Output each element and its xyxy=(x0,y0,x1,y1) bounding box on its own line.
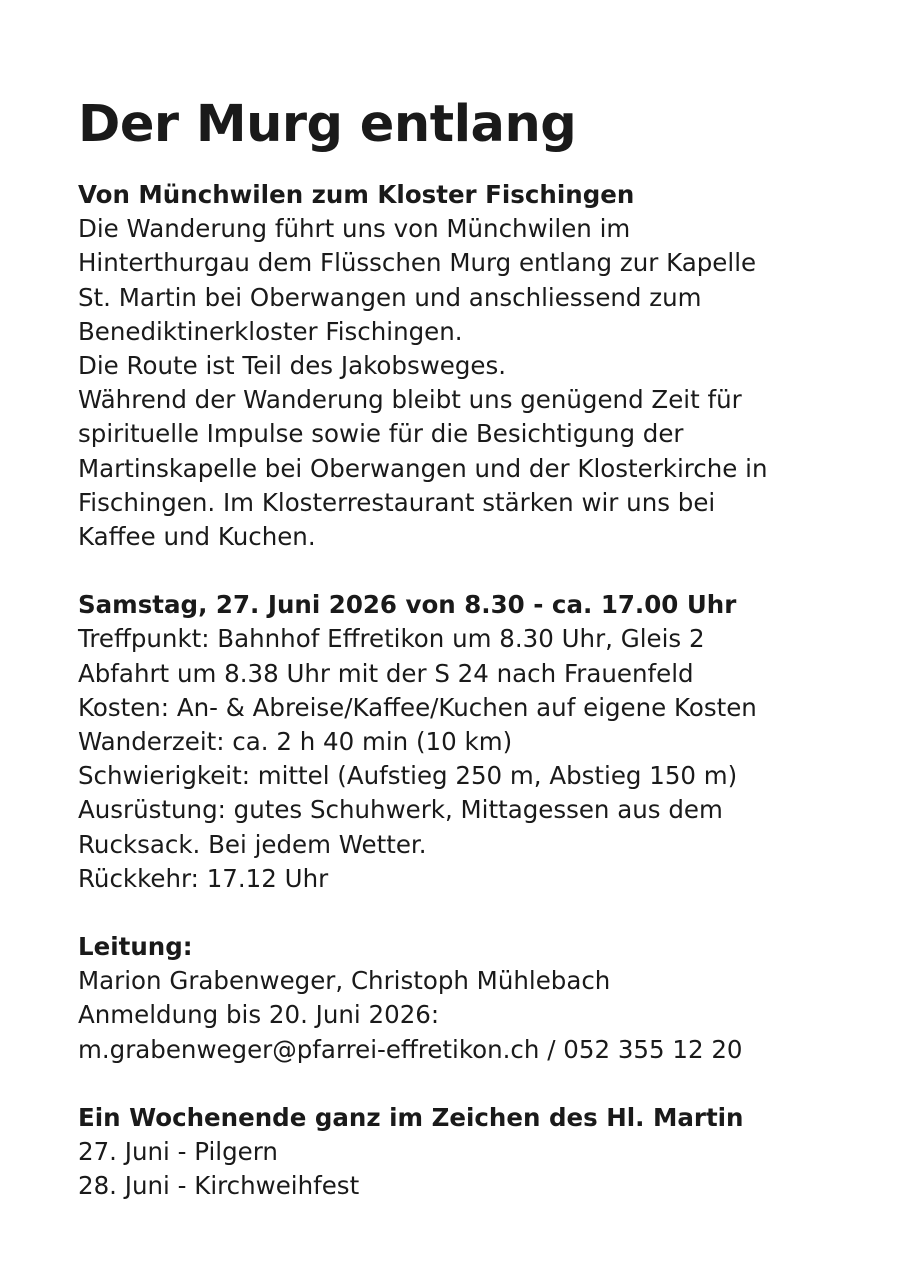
intro-line: spirituelle Impulse sowie für die Besichtigung der xyxy=(78,419,684,449)
event-detail-line: Schwierigkeit: mittel (Aufstieg 250 m, Abstieg 150 m) xyxy=(78,761,738,791)
contact-line: m.grabenweger@pfarrei-effretikon.ch / 052 355 12 20 xyxy=(78,1034,743,1064)
intro-line: St. Martin bei Oberwangen und anschliessend zum xyxy=(78,282,702,312)
event-details-section xyxy=(78,588,860,896)
intro-line: Kaffee und Kuchen. xyxy=(78,522,316,552)
weekend-item: 28. Juni - Kirchweihfest xyxy=(78,1171,360,1201)
intro-line: Während der Wanderung bleibt uns genügend Zeit für xyxy=(78,385,742,415)
weekend-heading: Ein Wochenende ganz im Zeichen des Hl. Martin xyxy=(78,1102,744,1132)
intro-line: Die Wanderung führt uns von Münchwilen im xyxy=(78,214,631,244)
event-detail-line: Rückkehr: 17.12 Uhr xyxy=(78,863,329,893)
weekend-section xyxy=(78,1101,860,1204)
intro-line: Martinskapelle bei Oberwangen und der Klosterkirche in xyxy=(78,453,768,483)
intro-line: Die Route ist Teil des Jakobsweges. xyxy=(78,351,507,381)
intro-line: Hinterthurgau dem Flüsschen Murg entlang zur Kapelle xyxy=(78,248,757,278)
page-title: Der Murg entlang xyxy=(78,95,577,154)
event-detail-line: Kosten: An- & Abreise/Kaffee/Kuchen auf eigene Kosten xyxy=(78,692,757,722)
event-detail-line: Wanderzeit: ca. 2 h 40 min (10 km) xyxy=(78,727,513,757)
intro-line: Benediktinerkloster Fischingen. xyxy=(78,316,463,346)
intro-line: Fischingen. Im Klosterrestaurant stärken wir uns bei xyxy=(78,487,716,517)
intro-section xyxy=(78,178,860,554)
event-detail-line: Ausrüstung: gutes Schuhwerk, Mittagessen aus dem xyxy=(78,795,723,825)
intro-heading: Von Münchwilen zum Kloster Fischingen xyxy=(78,180,635,209)
registration-deadline: Anmeldung bis 20. Juni 2026: xyxy=(78,1000,440,1030)
event-detail-line: Abfahrt um 8.38 Uhr mit der S 24 nach Frauenfeld xyxy=(78,658,694,688)
weekend-item: 27. Juni - Pilgern xyxy=(78,1137,278,1167)
leitung-heading: Leitung: xyxy=(78,932,193,962)
event-detail-line: Treffpunkt: Bahnhof Effretikon um 8.30 Uhr, Gleis 2 xyxy=(78,624,705,654)
event-date-heading: Samstag, 27. Juni 2026 von 8.30 - ca. 17.00 Uhr xyxy=(78,590,737,620)
event-detail-line: Rucksack. Bei jedem Wetter. xyxy=(78,829,427,859)
leitung-section xyxy=(78,930,860,1067)
leitung-names: Marion Grabenweger, Christoph Mühlebach xyxy=(78,966,611,996)
